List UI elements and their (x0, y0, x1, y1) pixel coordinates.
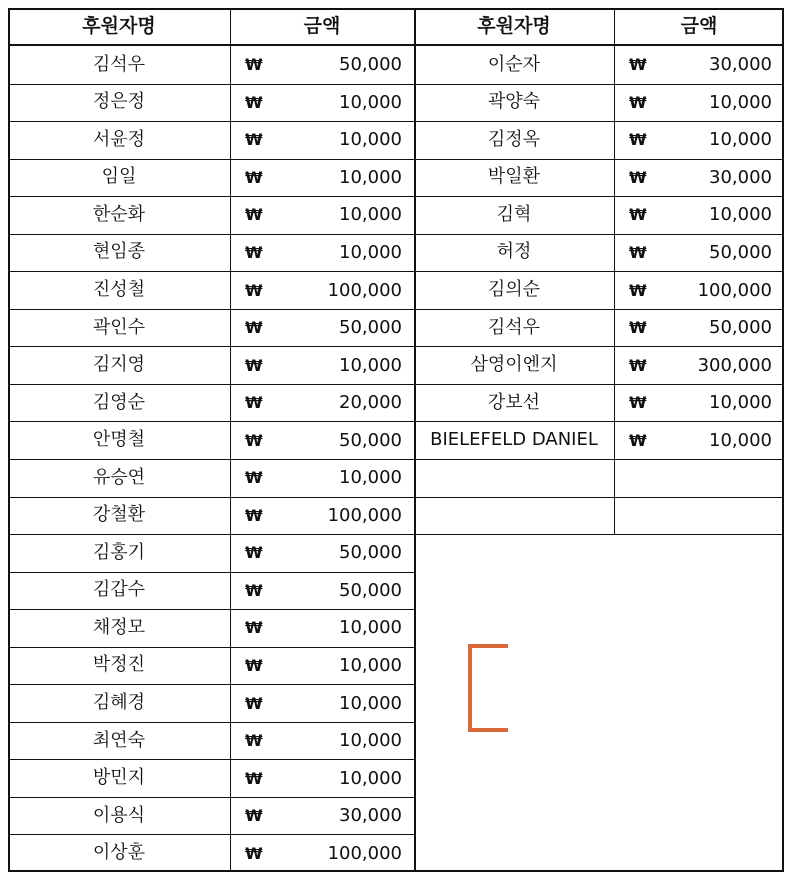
donor-name: 안명철 (92, 429, 146, 451)
won-sign: ₩ (629, 167, 647, 187)
won-sign: ₩ (245, 393, 263, 413)
donor-name: 곽인수 (92, 316, 146, 338)
donation-amount: 10,000 (709, 429, 772, 451)
won-sign: ₩ (629, 393, 647, 413)
donor-name: 한순화 (92, 203, 146, 225)
won-sign: ₩ (245, 468, 263, 488)
donor-name: 정은정 (92, 91, 146, 113)
donor-name: 허정 (496, 241, 532, 263)
donation-amount: 100,000 (327, 279, 402, 301)
header-amount: 금액 (303, 14, 341, 37)
won-sign: ₩ (245, 355, 263, 375)
donation-amount: 10,000 (709, 392, 772, 414)
donation-amount: 10,000 (339, 204, 402, 226)
won-sign: ₩ (245, 806, 263, 826)
donor-name: 방민지 (92, 767, 146, 789)
donor-name: 김갑수 (92, 579, 146, 601)
donor-name: 이용식 (92, 804, 146, 826)
won-sign: ₩ (245, 843, 263, 863)
donor-name: BIELEFELD DANIEL (430, 429, 598, 451)
donation-amount: 50,000 (709, 317, 772, 339)
donor-name: 이순자 (487, 53, 541, 75)
won-sign: ₩ (629, 280, 647, 300)
header-donor-name: 후원자명 (477, 14, 551, 37)
donation-amount: 10,000 (339, 166, 402, 188)
won-sign: ₩ (245, 693, 263, 713)
won-sign: ₩ (245, 543, 263, 563)
donation-amount: 10,000 (709, 204, 772, 226)
donation-amount: 100,000 (327, 504, 402, 526)
donor-name (414, 497, 614, 535)
won-sign: ₩ (245, 618, 263, 638)
donation-amount: 30,000 (339, 805, 402, 827)
donor-name: 진성철 (92, 279, 146, 301)
donor-name: 김석우 (92, 53, 146, 75)
donor-name: 강보선 (487, 391, 541, 413)
donor-name: 채정모 (92, 616, 146, 638)
won-sign: ₩ (629, 242, 647, 262)
donation-amount: 10,000 (339, 692, 402, 714)
donation-amount: 50,000 (339, 579, 402, 601)
won-sign: ₩ (629, 318, 647, 338)
donor-name: 강철환 (92, 504, 146, 526)
donor-name: 삼영이엔지 (470, 354, 558, 376)
won-sign: ₩ (245, 580, 263, 600)
donation-amount: 50,000 (339, 542, 402, 564)
won-sign: ₩ (245, 430, 263, 450)
donor-name: 임일 (101, 166, 137, 188)
donation-amount: 50,000 (339, 429, 402, 451)
donor-name: 곽양숙 (487, 91, 541, 113)
donation-amount: 10,000 (339, 467, 402, 489)
donation-amount: 30,000 (709, 166, 772, 188)
donor-name: 김석우 (487, 316, 541, 338)
donor-name: 서윤정 (92, 128, 146, 150)
won-sign: ₩ (245, 280, 263, 300)
donation-amount: 10,000 (709, 129, 772, 151)
logo-frame (468, 644, 508, 732)
donor-name: 김지영 (92, 354, 146, 376)
won-sign: ₩ (245, 768, 263, 788)
donation-amount: 50,000 (339, 317, 402, 339)
nksc-logo (468, 644, 738, 736)
won-sign: ₩ (245, 92, 263, 112)
won-sign: ₩ (245, 731, 263, 751)
won-sign: ₩ (629, 130, 647, 150)
won-sign: ₩ (245, 55, 263, 75)
won-sign: ₩ (245, 505, 263, 525)
won-sign: ₩ (629, 55, 647, 75)
donation-amount: 10,000 (339, 241, 402, 263)
donor-name: 김영순 (92, 391, 146, 413)
won-sign: ₩ (245, 242, 263, 262)
donation-amount: 30,000 (709, 54, 772, 76)
donation-amount: 10,000 (339, 767, 402, 789)
donor-name: 현임종 (92, 241, 146, 263)
header-donor-name: 후원자명 (82, 14, 156, 37)
donor-name: 김혜경 (92, 692, 146, 714)
won-sign: ₩ (629, 92, 647, 112)
donor-name: 김혁 (496, 203, 532, 225)
donation-amount: 100,000 (697, 279, 772, 301)
donation-amount: 50,000 (339, 54, 402, 76)
donor-name: 박정진 (92, 654, 146, 676)
donation-amount: 10,000 (339, 654, 402, 676)
right-table-bottom-border (414, 534, 784, 535)
donation-amount: 10,000 (339, 617, 402, 639)
won-sign: ₩ (245, 205, 263, 225)
won-sign: ₩ (245, 130, 263, 150)
donor-name: 김홍기 (92, 541, 146, 563)
donation-amount: 10,000 (339, 91, 402, 113)
donation-amount: 50,000 (709, 241, 772, 263)
donor-name: 김의순 (487, 279, 541, 301)
header-amount: 금액 (680, 14, 718, 37)
donor-name: 최연숙 (92, 729, 146, 751)
donation-amount: 300,000 (697, 354, 772, 376)
donation-amount: 10,000 (339, 129, 402, 151)
donor-name (414, 459, 614, 497)
donation-amount: 10,000 (339, 730, 402, 752)
donor-name: 박일환 (487, 166, 541, 188)
won-sign: ₩ (245, 167, 263, 187)
donation-amount: 20,000 (339, 392, 402, 414)
donor-table (8, 8, 784, 872)
donation-amount: 100,000 (327, 842, 402, 864)
donor-name: 김정옥 (487, 128, 541, 150)
won-sign: ₩ (629, 355, 647, 375)
donation-amount: 10,000 (339, 354, 402, 376)
won-sign: ₩ (629, 430, 647, 450)
donor-name: 이상훈 (92, 842, 146, 864)
won-sign: ₩ (245, 318, 263, 338)
donor-name: 유승연 (92, 466, 146, 488)
won-sign: ₩ (629, 205, 647, 225)
won-sign: ₩ (245, 655, 263, 675)
donation-amount: 10,000 (709, 91, 772, 113)
